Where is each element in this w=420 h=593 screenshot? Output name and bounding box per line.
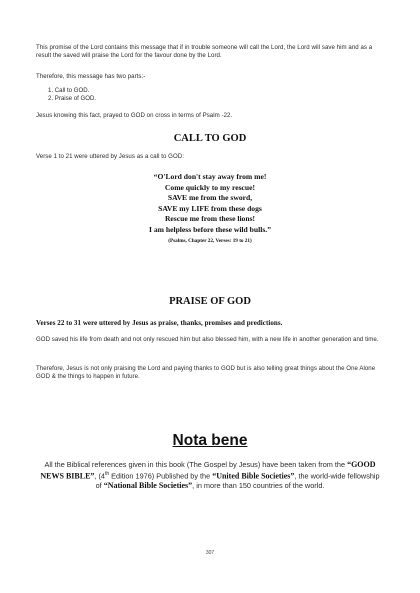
call-lead-paragraph: Verse 1 to 21 were uttered by Jesus as a call to GOD: [36,153,184,160]
parts-list [48,87,96,103]
intro-paragraph: This promise of the Lord contains this message that if in trouble someone will call the Lord, the Lord will save him and as a result the saved will praise the Lord for the favour done by the Lord. [36,44,373,60]
praise-of-god-heading: PRAISE OF GOD [169,296,251,307]
praise-lead-paragraph: Verses 22 to 31 were uttered by Jesus as praise, thanks, promises and predictions. [36,319,283,327]
list-item: 2. Praise of GOD. [48,95,97,103]
nota-bene-heading: Nota bene [172,432,248,449]
saved-life-paragraph: GOD saved his life from death and not only rescued him but also blessed him, with a new life in another generation and time. [36,336,379,343]
quote-line: “O'Lord don't stay away from me! [153,172,267,181]
two-parts-paragraph: Therefore, this message has two parts:- [36,73,146,80]
psalm-quote [0,172,420,246]
page-number: 307 [205,550,215,556]
quote-line: SAVE me from the sword, [167,193,253,203]
call-to-god-heading: CALL TO GOD [173,133,247,144]
good-news-bible-title: “GOOD NEWS BIBLE” [40,460,376,481]
united-bible-societies: “United Bible Societies” [212,471,295,481]
quote-line: I am helpless before these wild bulls.” [148,224,271,234]
psalm-reference: (Psalms, Chapter 22, Verses: 19 to 21) [168,237,252,244]
nota-bene-paragraph: All the Biblical references given in this book (The Gospel by Jesus) have been taken from the “GOOD NEWS BIBLE”, (4th Edition 1976) Published by the “United Bible Societies”, the world-wide fellowship of “National Bible Societies”, in more than 150 countries of the world. [40,460,380,490]
quote-line: Come quickly to my rescue! [164,182,256,192]
psalm-paragraph: Jesus knowing this fact, prayed to GOD on cross in terms of Psalm -22. [36,112,233,119]
national-bible-societies: “National Bible Societies” [103,480,193,490]
quote-line: SAVE my LIFE from these dogs [158,203,262,213]
quote-line: Rescue me from these lions! [164,214,256,224]
praising-paragraph: Therefore, Jesus is not only praising the Lord and paying thanks to GOD but is also telling great things about the One Alone GOD & the things to happen in future. [36,365,376,381]
list-item: 1. Call to GOD. [48,87,90,94]
